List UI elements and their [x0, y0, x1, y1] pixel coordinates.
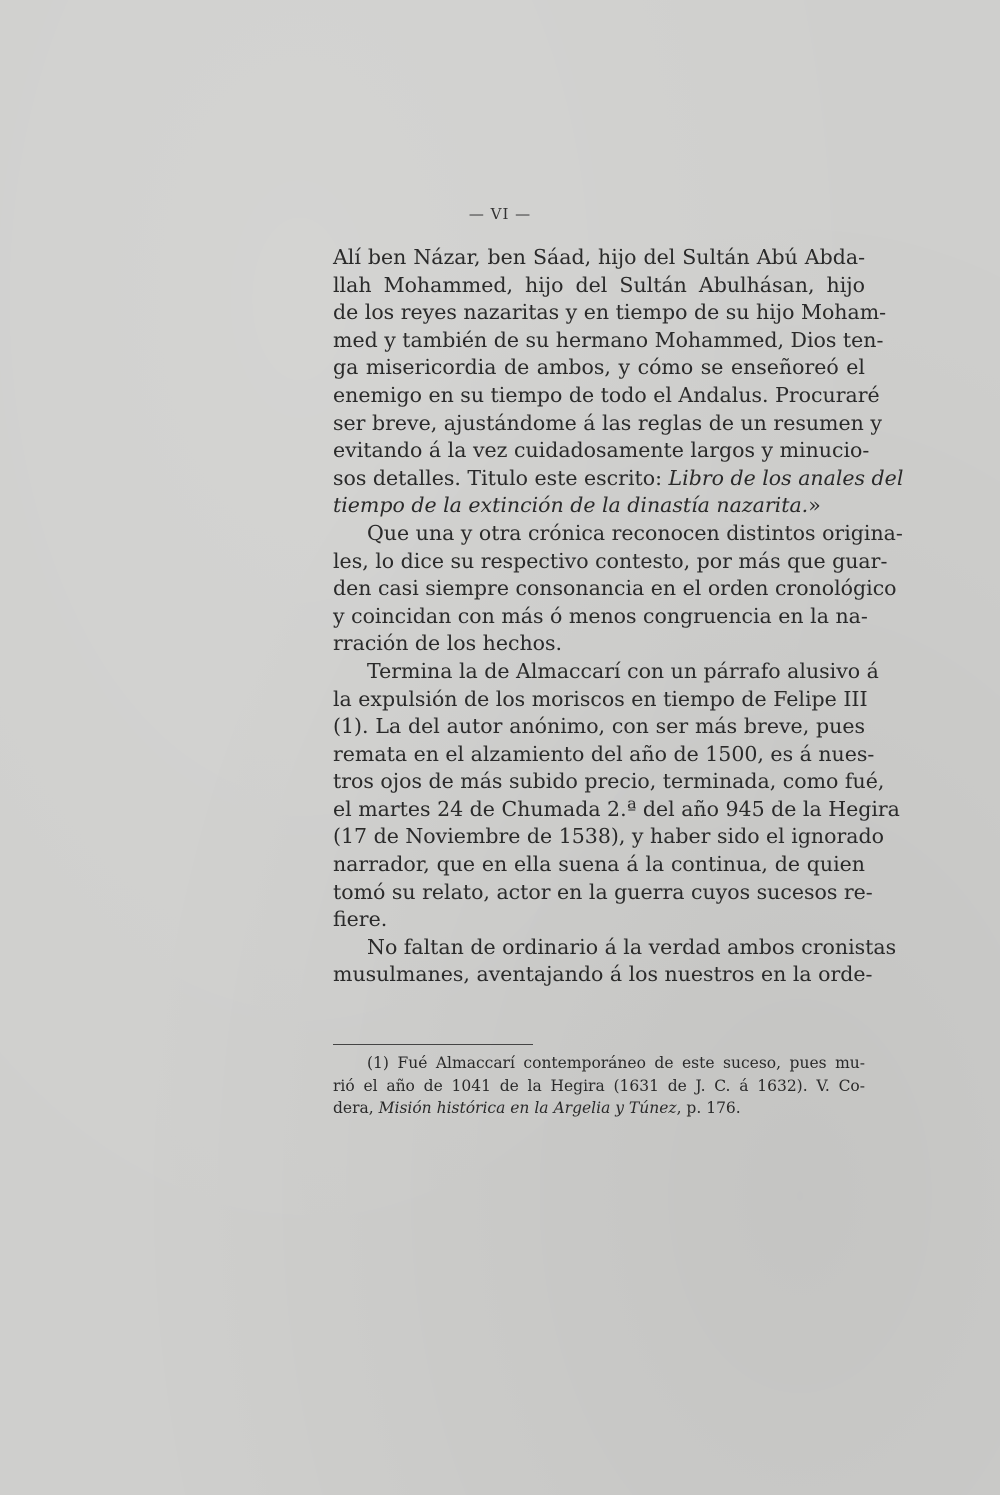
- text-run: y coincidan con más ó menos congruencia en la na-: [333, 603, 868, 628]
- text-line: [333, 658, 879, 686]
- text-run: enemigo en su tiempo de todo el Andalus. Procuraré: [333, 382, 880, 407]
- text-run: evitando á la vez cuidadosamente largos y minucio-: [333, 438, 870, 463]
- text-line: [333, 299, 887, 327]
- text-run: les, lo dice su respectivo contesto, por más que guar-: [333, 548, 888, 573]
- text-line: [333, 713, 865, 741]
- text-run: No faltan de ordinario á la verdad ambos cronistas: [367, 934, 897, 959]
- text-line: [333, 879, 873, 907]
- text-line: [333, 354, 865, 382]
- text-line: [333, 630, 865, 658]
- text-run: Alí ben Názar, ben Sáad, hijo del Sultán Abú Abda-: [333, 245, 865, 269]
- text-line: [333, 575, 897, 603]
- text-line: [333, 244, 865, 272]
- text-run: llah Mohammed, hijo del Sultán Abulhásan, hijo: [333, 272, 865, 297]
- text-line: [333, 492, 865, 520]
- text-run: Termina la de Almaccarí con un párrafo alusivo á: [367, 658, 879, 683]
- text-line: [333, 520, 903, 548]
- text-run: remata en el alzamiento del año de 1500, es á nues-: [333, 741, 875, 766]
- text-run: ser breve, ajustándome á las reglas de un resumen y: [333, 410, 882, 435]
- text-line: [333, 410, 882, 438]
- text-run: tros ojos de más subido precio, terminada, como fué,: [333, 769, 885, 794]
- footnote-line: [333, 1097, 865, 1120]
- text-line: [333, 768, 885, 796]
- text-run: musulmanes, aventajando á los nuestros en la orde-: [333, 962, 873, 987]
- page-number: — VI —: [468, 205, 532, 223]
- text-run: rió el año de 1041 de la Hegira (1631 de J. C. á 1632). V. Co-: [333, 1076, 865, 1095]
- text-line: [333, 823, 884, 851]
- text-line: [333, 934, 897, 962]
- text-run: el martes 24 de Chumada 2.ª del año 945 de la Hegira: [333, 796, 900, 821]
- text-line: [333, 961, 873, 989]
- text-run: (1) Fué Almaccarí contemporáneo de este suceso, pues mu-: [367, 1054, 865, 1072]
- text-run: de los reyes nazaritas y en tiempo de su hijo Moham-: [333, 300, 887, 325]
- text-run: , p. 176.: [676, 1099, 741, 1117]
- text-line: [333, 272, 865, 300]
- text-run: tomó su relato, actor en la guerra cuyos sucesos re-: [333, 879, 873, 904]
- text-line: [333, 382, 880, 410]
- text-line: [333, 741, 875, 769]
- text-run: dera,: [333, 1099, 379, 1117]
- text-run: Que una y otra crónica reconocen distintos origina-: [367, 520, 903, 545]
- text-run: ga misericordia de ambos, y cómo se enseñoreó el: [333, 355, 865, 380]
- text-run: (1). La del autor anónimo, con ser más breve, pues: [333, 714, 865, 739]
- text-line: [333, 686, 868, 714]
- italic-text: Misión histórica en la Argelia y Túnez: [378, 1099, 677, 1117]
- main-text: [333, 244, 904, 989]
- text-run: den casi siempre consonancia en el orden cronológico: [333, 576, 897, 601]
- footnote-line: [333, 1052, 865, 1075]
- text-run: fiere.: [333, 907, 388, 932]
- text-line: [333, 548, 888, 576]
- footnote-line: [333, 1075, 865, 1098]
- text-line: [333, 851, 865, 879]
- text-run: »: [808, 493, 821, 518]
- italic-text: tiempo de la extinción de la dinastía nazarita.: [333, 493, 809, 518]
- footnote-rule: [333, 1044, 533, 1045]
- text-line: [333, 437, 870, 465]
- text-line: [333, 906, 865, 934]
- text-run: sos detalles. Titulo este escrito:: [333, 465, 669, 490]
- text-run: rración de los hechos.: [333, 631, 563, 656]
- text-run: la expulsión de los moriscos en tiempo de Felipe III: [333, 686, 868, 711]
- text-run: (17 de Noviembre de 1538), y haber sido el ignorado: [333, 824, 884, 849]
- text-line: [333, 465, 904, 493]
- text-line: [333, 327, 884, 355]
- text-run: narrador, que en ella suena á la continua, de quien: [333, 852, 865, 877]
- italic-text: Libro de los anales del: [668, 465, 904, 490]
- text-run: med y también de su hermano Mohammed, Dios ten-: [333, 327, 884, 352]
- text-line: [333, 796, 900, 824]
- text-line: [333, 603, 868, 631]
- footnotes: [333, 1052, 865, 1120]
